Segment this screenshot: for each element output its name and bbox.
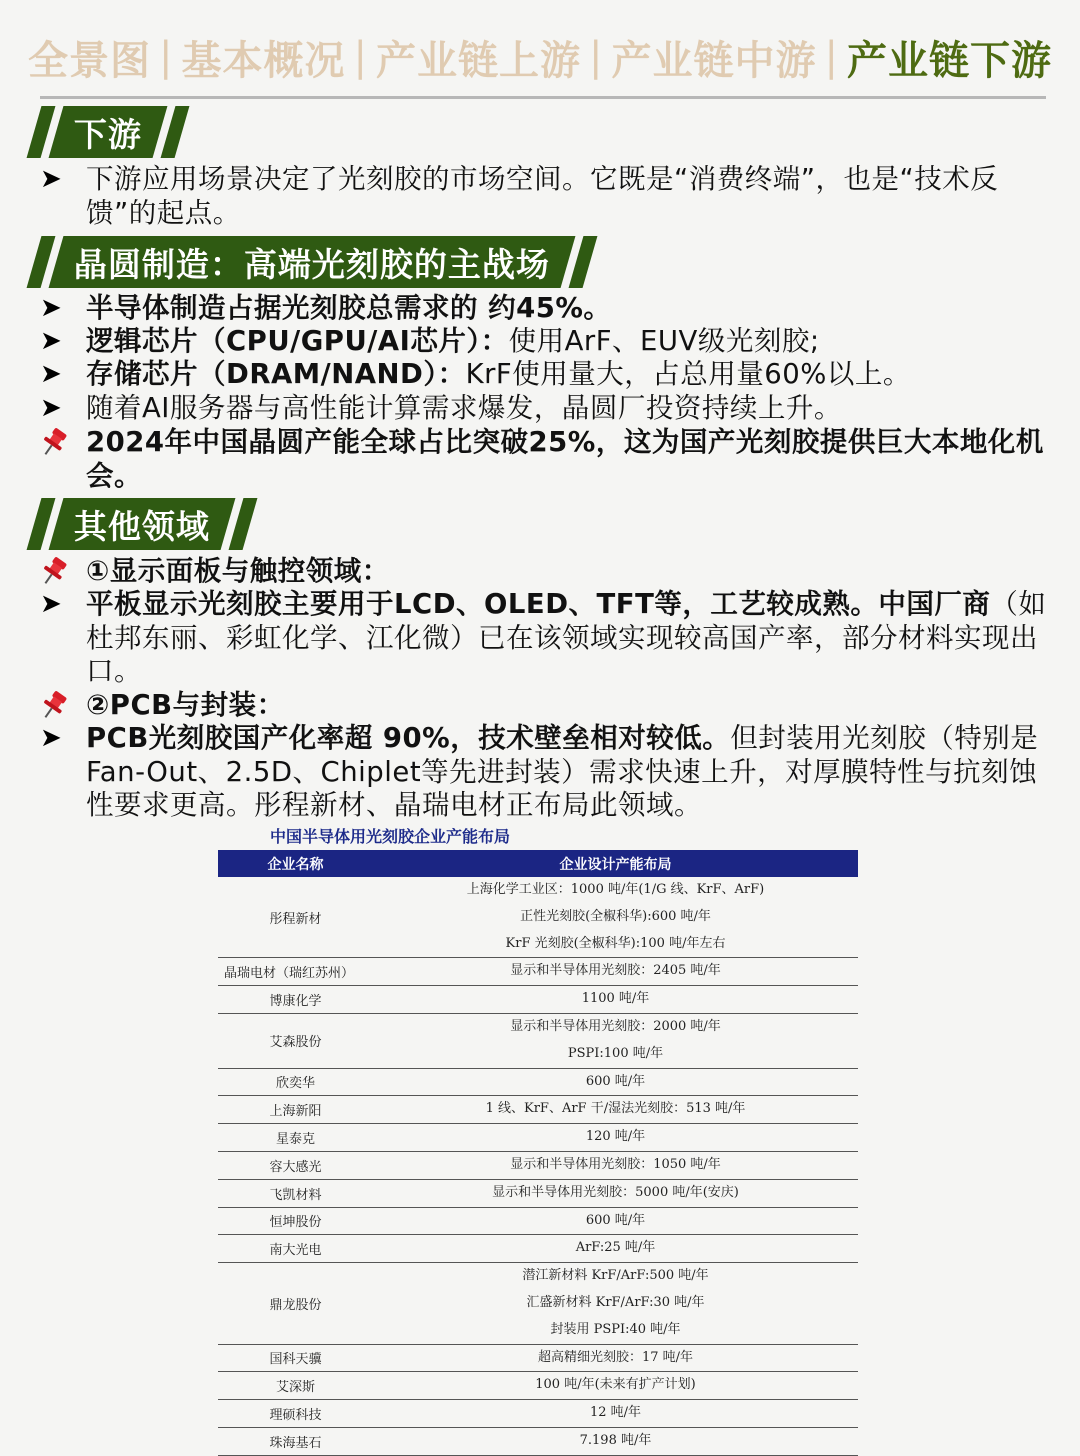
capacity-line: 汇盛新材料 KrF/ArF:30 吨/年 xyxy=(526,1294,705,1310)
capacity-cell xyxy=(373,986,858,1014)
capacity-cell xyxy=(373,1235,858,1263)
list-item xyxy=(40,588,1050,689)
capacity-table xyxy=(218,850,858,1456)
company-name-cell: 欣奕华 xyxy=(218,1068,373,1096)
company-name-cell: 国科天骥 xyxy=(218,1344,373,1372)
company-name-cell: 恒坤股份 xyxy=(218,1207,373,1235)
table-row xyxy=(218,1344,858,1372)
arrow-bullet-icon: ➤ xyxy=(40,393,63,423)
pushpin-icon xyxy=(40,689,86,722)
bold-text: 存储芯片（DRAM/NAND）： xyxy=(86,358,466,390)
capacity-cell xyxy=(373,958,858,986)
paragraph: 但封装用光刻胶（特别是Fan-Out、2.5D、Chiplet等先进封装）需求快速上升，对厚膜特性与抗刻蚀性要求更高。彤程新材、晶瑞电材正布局此领域。 xyxy=(86,722,1039,821)
company-name-cell: 晶瑞电材（瑞红苏州） xyxy=(218,958,373,986)
company-name-cell: 南大光电 xyxy=(218,1235,373,1263)
tab-basics[interactable]: 基本概况 xyxy=(181,37,346,84)
table-row xyxy=(218,1068,858,1096)
company-name-cell: 理硕科技 xyxy=(218,1400,373,1428)
table-row xyxy=(218,1013,858,1068)
section-title: 晶圆制造：高端光刻胶的主战场 xyxy=(74,244,550,284)
list-item xyxy=(40,325,1050,359)
capacity-line: 封装用 PSPI:40 吨/年 xyxy=(550,1321,681,1337)
table-row xyxy=(218,1263,858,1344)
list-item xyxy=(40,292,1050,326)
bold-text: 逻辑芯片（CPU/GPU/AI芯片）： xyxy=(86,325,509,357)
list-item xyxy=(40,163,1050,230)
list-item xyxy=(40,689,1050,723)
header-box xyxy=(49,106,168,158)
table-row xyxy=(218,958,858,986)
company-name-cell: 珠海基石 xyxy=(218,1427,373,1455)
nav-separator: | xyxy=(353,34,368,80)
table-row xyxy=(218,1179,858,1207)
paragraph: KrF使用量大，占总用量60%以上。 xyxy=(465,358,911,390)
list-item xyxy=(40,392,1050,426)
paragraph: 半导体制造占据光刻胶总需求的 约45%。 xyxy=(86,292,612,324)
capacity-cell xyxy=(373,1124,858,1152)
section-title: 下游 xyxy=(74,114,142,154)
bold-text: PCB光刻胶国产化率超 90%，技术壁垒相对较低。 xyxy=(86,722,731,754)
capacity-cell xyxy=(373,1400,858,1428)
company-name-cell: 星泰克 xyxy=(218,1124,373,1152)
company-name-cell: 上海新阳 xyxy=(218,1096,373,1124)
nav-separator: | xyxy=(824,34,839,80)
header-box xyxy=(49,498,236,550)
top-nav xyxy=(0,22,1080,92)
column-header-capacity: 企业设计产能布局 xyxy=(373,850,858,877)
capacity-cell xyxy=(373,1372,858,1400)
capacity-line: 100 吨/年(未来有扩产计划) xyxy=(535,1377,696,1393)
arrow-bullet-icon: ➤ xyxy=(40,589,63,619)
paragraph: 下游应用场景决定了光刻胶的市场空间。它既是“消费终端”，也是“技术反馈”的起点。 xyxy=(86,163,999,229)
capacity-line: 超高精细光刻胶：17 吨/年 xyxy=(537,1349,694,1365)
capacity-line: 显示和半导体用光刻胶：5000 吨/年(安庆) xyxy=(492,1184,739,1200)
tab-upstream[interactable]: 产业链上游 xyxy=(376,37,581,84)
arrow-bullet-icon: ➤ xyxy=(40,359,63,389)
table-row xyxy=(218,986,858,1014)
capacity-cell xyxy=(373,1207,858,1235)
nav-separator: | xyxy=(589,34,604,80)
nav-divider xyxy=(40,96,1046,99)
capacity-line: 600 吨/年 xyxy=(585,1073,646,1089)
capacity-cell xyxy=(373,1151,858,1179)
subheading: ②PCB与封装： xyxy=(86,689,285,721)
capacity-line: 潜江新材料 KrF/ArF:500 吨/年 xyxy=(522,1268,709,1284)
capacity-line: 1100 吨/年 xyxy=(581,991,650,1007)
paragraph: 随着AI服务器与高性能计算需求爆发，晶圆厂投资持续上升。 xyxy=(86,392,842,424)
table-row xyxy=(218,1207,858,1235)
capacity-line: 显示和半导体用光刻胶：2405 吨/年 xyxy=(510,963,721,979)
capacity-table-figure xyxy=(218,826,858,1456)
pushpin-icon xyxy=(40,426,86,459)
arrow-bullet-icon: ➤ xyxy=(40,293,63,323)
capacity-line: 显示和半导体用光刻胶：2000 吨/年 xyxy=(510,1018,721,1034)
capacity-cell xyxy=(373,1068,858,1096)
capacity-line: 显示和半导体用光刻胶：1050 吨/年 xyxy=(510,1156,721,1172)
table-header-row xyxy=(218,850,858,877)
header-box xyxy=(49,236,576,288)
list-item xyxy=(40,426,1050,493)
arrow-bullet-icon: ➤ xyxy=(40,326,63,356)
list-item xyxy=(40,722,1050,823)
capacity-cell xyxy=(373,1096,858,1124)
capacity-cell xyxy=(373,1179,858,1207)
capacity-cell xyxy=(373,1344,858,1372)
capacity-cell xyxy=(373,1427,858,1455)
table-row xyxy=(218,1124,858,1152)
company-name-cell: 艾森股份 xyxy=(218,1013,373,1068)
capacity-line: 12 吨/年 xyxy=(589,1405,642,1421)
paragraph: 2024年中国晶圆产能全球占比突破25%，这为国产光刻胶提供巨大本地化机会。 xyxy=(86,426,1044,492)
capacity-line: 120 吨/年 xyxy=(585,1129,646,1145)
list-item xyxy=(40,358,1050,392)
capacity-line: PSPI:100 吨/年 xyxy=(567,1045,664,1061)
capacity-line: ArF:25 吨/年 xyxy=(575,1240,656,1256)
table-row xyxy=(218,1151,858,1179)
table-row xyxy=(218,1096,858,1124)
company-name-cell: 鼎龙股份 xyxy=(218,1263,373,1344)
tab-overview[interactable]: 全景图 xyxy=(28,37,152,84)
capacity-line: 7.198 吨/年 xyxy=(579,1432,652,1448)
table-row xyxy=(218,1372,858,1400)
table-row xyxy=(218,1400,858,1428)
capacity-cell xyxy=(373,877,858,958)
tab-downstream[interactable]: 产业链下游 xyxy=(846,37,1052,84)
arrow-bullet-icon: ➤ xyxy=(40,164,63,194)
table-row xyxy=(218,877,858,958)
paragraph: （如杜邦东丽、彩虹化学、江化微）已在该领域实现较高国产率，部分材料实现出口。 xyxy=(86,588,1047,687)
capacity-cell xyxy=(373,1013,858,1068)
capacity-line: 600 吨/年 xyxy=(585,1212,646,1228)
capacity-line: KrF 光刻胶(全椒科华):100 吨/年左右 xyxy=(505,935,726,951)
arrow-bullet-icon: ➤ xyxy=(40,723,63,753)
capacity-line: 1 线、KrF、ArF 干/湿法光刻胶：513 吨/年 xyxy=(485,1101,746,1117)
company-name-cell: 容大感光 xyxy=(218,1151,373,1179)
capacity-line: 正性光刻胶(全椒科华):600 吨/年 xyxy=(520,908,711,924)
column-header-company: 企业名称 xyxy=(218,850,373,877)
capacity-cell xyxy=(373,1263,858,1344)
company-name-cell: 飞凯材料 xyxy=(218,1179,373,1207)
section-header-others xyxy=(34,498,250,550)
table-row xyxy=(218,1235,858,1263)
subheading: ①显示面板与触控领域： xyxy=(86,555,390,587)
company-name-cell: 博康化学 xyxy=(218,986,373,1014)
section-header-wafer xyxy=(34,236,590,288)
bold-text: 平板显示光刻胶主要用于LCD、OLED、TFT等，工艺较成熟。中国厂商 xyxy=(86,588,991,620)
company-name-cell: 艾深斯 xyxy=(218,1372,373,1400)
section-title: 其他领域 xyxy=(74,506,210,546)
list-item xyxy=(40,555,1050,589)
paragraph: 使用ArF、EUV级光刻胶; xyxy=(508,325,820,357)
capacity-line: 上海化学工业区：1000 吨/年(1/G 线、KrF、ArF) xyxy=(466,882,765,897)
company-name-cell: 彤程新材 xyxy=(218,877,373,958)
tab-midstream[interactable]: 产业链中游 xyxy=(611,37,817,84)
table-title: 中国半导体用光刻胶企业产能布局 xyxy=(270,827,511,846)
section-header-downstream xyxy=(34,106,182,158)
table-body xyxy=(218,877,858,1455)
table-row xyxy=(218,1427,858,1455)
pushpin-icon xyxy=(40,555,86,588)
nav-separator: | xyxy=(159,34,174,80)
